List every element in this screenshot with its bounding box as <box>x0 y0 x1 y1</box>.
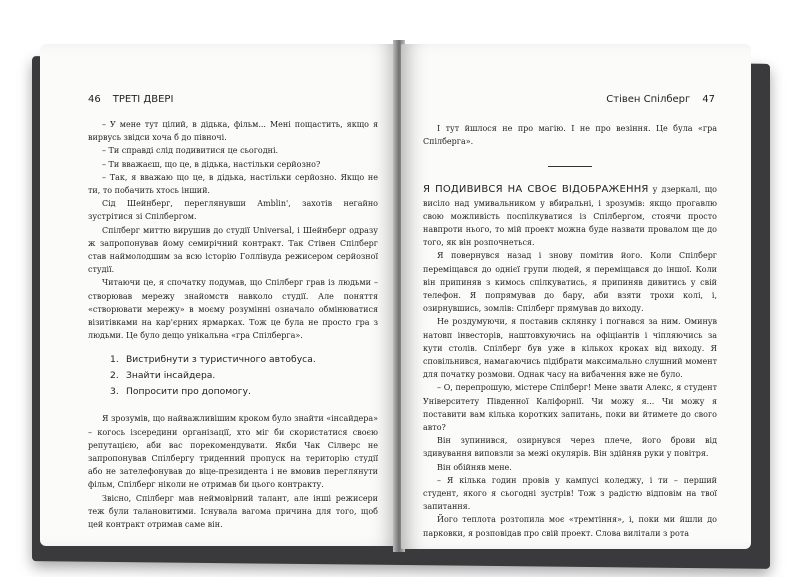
paragraph: Не роздумуючи, я поставив склянку і погнався за ним. Оминув натовп інвесторів, наштовхуючись на офіціантів і чіпляючись за кути столів. Спілберг був уже в кількох кроках від виходу. Я сповільнився, намагаючись підібрати максимально слушний момент для початку розмови. Однак часу на вибачення вже не було. <box>423 317 717 380</box>
right-page <box>401 44 751 549</box>
paragraph: Звісно, Спілберг мав неймовірний талант, але інші режисери теж були талановитими. Існувала вагома причина для того, щоб цей контракт отримав саме він. <box>88 493 378 530</box>
numbered-list <box>88 352 378 400</box>
list-item: 2. Знайти інсайдера. <box>110 368 378 384</box>
list-item: 1. Вистрибнути з туристичного автобуса. <box>110 352 378 368</box>
paragraph: – Так, я вважаю що це, в дідька, настільки серйозно. Якщо не ти, то побачить хтось інший. <box>88 172 378 196</box>
list-item-text: Попросити про допомогу. <box>126 386 251 398</box>
left-page <box>40 44 397 546</box>
paragraph: Його теплота розтопила моє «тремтіння», і, поки ми йшли до парковки, я розповідав про свій проект. Слова вилітали з рота <box>423 515 717 538</box>
paragraph: – О, перепрошую, містере Спілберг! Мене звати Алекс, я студент Університету Південної Каліфорнії. Чи можу я... Чи можу я поставити вам кілька коротких запитань, поки ви йтимете до свого авто? <box>423 383 717 433</box>
paragraph: – У мене тут цілий, в дідька, фільм... Мені пощастить, якщо я вирвусь звідси хоча б до півночі. <box>88 120 378 143</box>
paragraph: Він обійняв мене. <box>437 462 512 472</box>
right-running-head <box>606 94 715 105</box>
left-page-text <box>88 118 378 531</box>
paragraph: Спілберг миттю вирушив до студії Universal, і Шейнберг одразу ж запропонував йому семирічний контракт. Так Стівен Спілберг став наймолодшим за всю історію Голлівуда режисером серйозної студії. <box>88 225 378 275</box>
paragraph: Я повернувся назад і знову помітив його. Коли Спілберг переміщався до однієї групи людей, я переміщався до іншої. Коли він припиняв з кимось спілкуватись, я припиняв дивитись у свій телефон. Я попрямував до бару, аби взяти трохи колі, і, озирнувшись, зомлів: Спілберг прямував до виходу. <box>423 251 717 314</box>
paragraph: – Я кілька годин провів у кампусі коледжу, і ти – перший студент, якого я сьогодні зустрів! Тож з радістю відповім на твої запитання. <box>423 475 717 512</box>
paragraph: – Ти справді слід подивитися це сьогодні. <box>102 146 279 156</box>
paragraph: – Ти вважаєш, що це, в дідька, настільки серйозно? <box>102 159 321 169</box>
list-item-text: Вистрибнути з туристичного автобуса. <box>126 354 316 366</box>
left-running-title: ТРЕТІ ДВЕРІ <box>112 94 174 105</box>
left-page-number: 46 <box>88 94 101 105</box>
paragraph: Сід Шейнберг, переглянувши Amblin', захотів негайно зустрітися зі Спілбергом. <box>88 199 378 222</box>
section-opening-text: у дзеркалі, що висіло над умивальником у вбиральні, і зрозумів: якщо прогавлю свою можливість поспілкуватися із Спілбергом, стоячи просто навпроти нього, то мій проект можна буде назвати провалом ще до того, як він розпочнеться. <box>423 185 717 248</box>
right-running-title: Стівен Спілберг <box>606 94 691 105</box>
section-divider <box>548 166 592 167</box>
paragraph: Він зупинився, озирнувся через плече, його брови від здивування виповзли за межі окулярів. Він здійняв руки у повітря. <box>423 436 717 459</box>
list-item-text: Знайти інсайдера. <box>126 370 216 382</box>
section-lead-in: Я ПОДИВИВСЯ НА СВОЄ ВІДОБРАЖЕННЯ <box>423 184 649 196</box>
paragraph: І тут йшлося не про магію. І не про везіння. Це була «гра Спілберга». <box>423 124 717 147</box>
list-item: 3. Попросити про допомогу. <box>110 384 378 400</box>
section-opening-paragraph <box>423 183 717 249</box>
right-page-number: 47 <box>702 94 715 105</box>
paragraph: Читаючи це, я спочатку подумав, що Спілберг грав із людьми – створював мережу знайомств навколо студії. Але поняття «створювати мережу» в моєму розумінні означало обмінюватися візитівками на кар'єрних ярмарках. Тож це була не просто гра з людьми. Це було дещо унікальна «гра Спілберга». <box>88 278 378 341</box>
left-running-head <box>88 94 173 105</box>
right-page-text <box>423 122 717 540</box>
paragraph: Я зрозумів, що найважливішим кроком було знайти «інсайдера» – когось ізсередини організації, хто міг би скористатися своєю репутацією, аби вас порекомендувати. Якби Чак Сілверс не запропонував Спілбергу триденний пропуск на територію студії або не зателефонував до віце-президента і не вмовив переглянути фільм, Спілберг ніколи не отримав би цього контракту. <box>88 414 379 490</box>
